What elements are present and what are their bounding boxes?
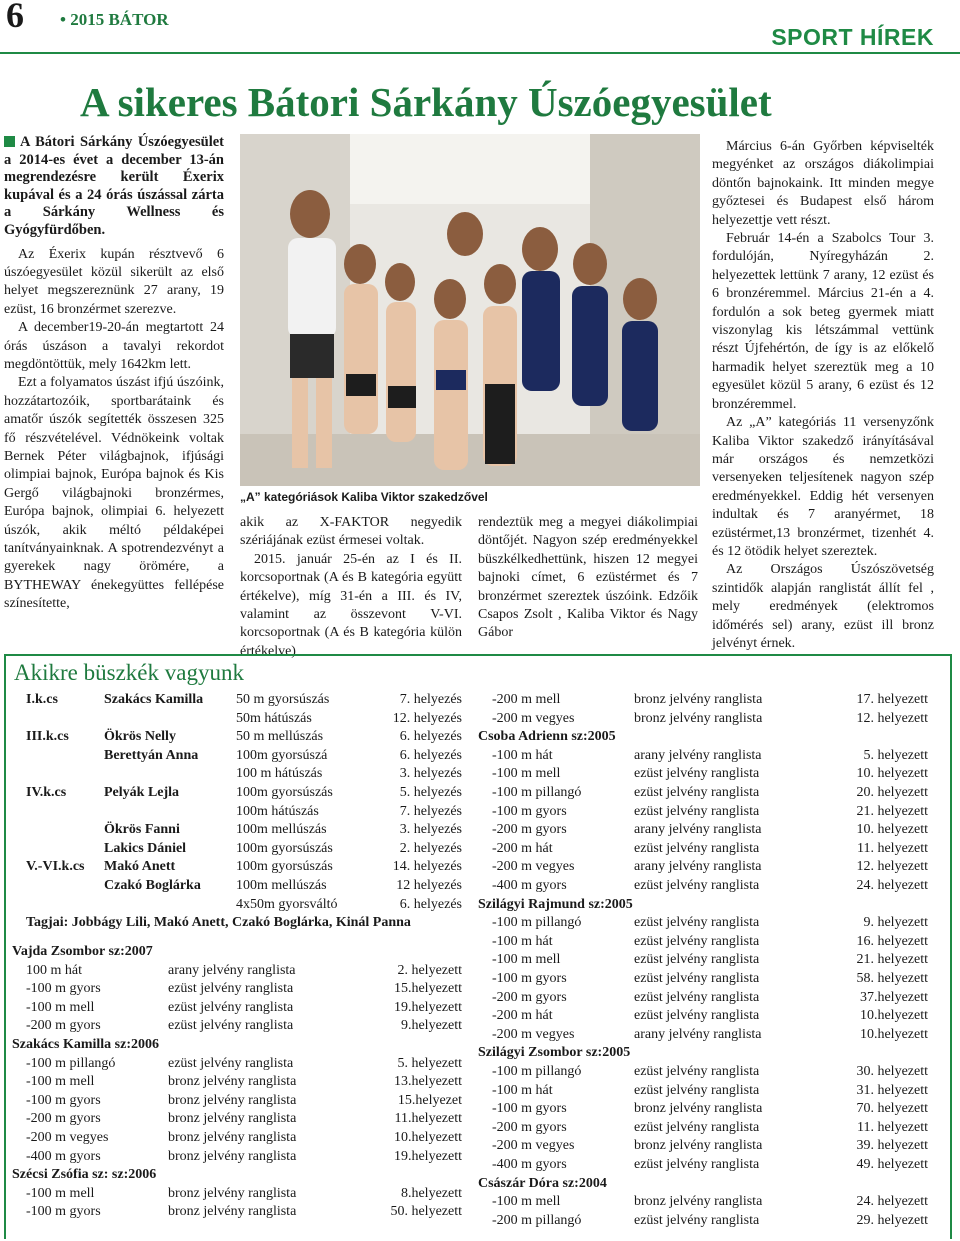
placement: 11.helyezett xyxy=(394,1111,462,1127)
placement: 15.helyezett xyxy=(393,981,462,997)
event: -400 m gyors xyxy=(26,1148,101,1164)
placement: 50. helyezett xyxy=(390,1204,462,1220)
placement: 49. helyezett xyxy=(856,1157,928,1172)
relay-team: Tagjai: Jobbágy Lili, Makó Anett, Czakó Boglárka, Kinál Panna xyxy=(26,915,411,931)
column-3 xyxy=(478,514,698,643)
placement: 10. helyezett xyxy=(856,822,928,838)
badge-ranking: ezüst jelvény ranglista xyxy=(634,971,760,986)
event: -100 m hát xyxy=(492,1082,553,1098)
swimmer-header: Szécsi Zsófia sz: sz:2006 xyxy=(12,1167,157,1183)
placement: 10.helyezett xyxy=(393,1130,462,1146)
badge-ranking: ezüst jelvény ranglista xyxy=(634,803,760,819)
swimmer-name: Lakics Dániel xyxy=(104,840,187,856)
badge-ranking: bronz jelvény ranglista xyxy=(168,1074,297,1090)
placement: 13.helyezett xyxy=(393,1074,462,1090)
paragraph: Az Országos Úszószövetség szintidők alapján ranglistát állít fel , mely eredmények (elektromos időmérés sel) arany, ezüst ill bronz jelvényt érnek. xyxy=(712,562,934,651)
event: -100 m gyors xyxy=(492,971,567,986)
event: -100 m pillangó xyxy=(492,915,582,931)
age-group: III.k.cs xyxy=(26,729,69,745)
team-photo xyxy=(240,134,700,486)
event: 100 m hát xyxy=(26,962,82,978)
placement: 2. helyezés xyxy=(399,840,462,856)
column-4 xyxy=(712,138,934,653)
swimmer-header: Szilágyi Rajmund sz:2005 xyxy=(478,896,633,912)
column-1 xyxy=(4,134,224,614)
event: -200 m vegyes xyxy=(492,1138,575,1154)
paragraph: Március 6-án Győrben képviselték megyénket az országos diákolimpiai döntőn bajnokaink. Itt minden megye győztesei és Budapest első három helyezettje vett részt. xyxy=(712,139,934,228)
badge-ranking: ezüst jelvény ranglista xyxy=(168,999,294,1015)
event: 4x50m gyorsváltó xyxy=(236,896,338,912)
badge-ranking: ezüst jelvény ranglista xyxy=(168,981,294,997)
age-group: IV.k.cs xyxy=(26,785,67,800)
badge-ranking: bronz jelvény ranglista xyxy=(634,1138,763,1154)
badge-ranking: arany jelvény ranglista xyxy=(634,747,762,763)
event: -100 m pillangó xyxy=(492,785,582,800)
swimmer-name: Szakács Kamilla xyxy=(104,692,204,707)
placement: 7. helyezés xyxy=(399,692,462,707)
badge-ranking: arany jelvény ranglista xyxy=(634,822,762,838)
badge-ranking: ezüst jelvény ranglista xyxy=(634,1064,760,1079)
placement: 10.helyezett xyxy=(859,1026,928,1042)
placement: 6. helyezés xyxy=(399,896,462,912)
paragraph: Ezt a folyamatos úszást ifjú úszóink, hozzátartozóik, sportbarátaink és amatőr úszók segítették összesen 325 fő részvételével. Védnökeink voltak Bernek Péter világbajnok, ifjúsági olimpiai bajnok, Európa bajnok és Kis Gergő világbajnoki bronzérmes, Európa bajnok, olimpiai 6. helyezett úszók, akik méltó példaképei tanítványainknak. A spotrendezvényt a gyerekek nagy örömére, a BYTHEWAY énekegyüttes fellépése színesítette, xyxy=(4,375,224,612)
swimmer-name: Czakó Boglárka xyxy=(104,878,201,893)
event: 50 m mellúszás xyxy=(236,729,324,745)
placement: 15.helyezet xyxy=(397,1092,462,1108)
badge-ranking: bronz jelvény ranglista xyxy=(634,692,763,707)
event: -100 m gyors xyxy=(26,1204,101,1220)
event: 100m hátúszás xyxy=(236,803,319,819)
event: -100 m mell xyxy=(26,999,95,1015)
age-group: V.-VI.k.cs xyxy=(26,859,85,875)
placement: 19.helyezett xyxy=(393,999,462,1015)
event: -200 m vegyes xyxy=(492,710,575,726)
badge-ranking: ezüst jelvény ranglista xyxy=(168,1055,294,1071)
paragraph: A december19-20-án megtartott 24 órás úszáson a tavalyi rekordot megdöntöttük, mely 1642km lett. xyxy=(4,320,224,372)
placement: 9.helyezett xyxy=(400,1018,462,1034)
placement: 24. helyezett xyxy=(856,1194,928,1210)
swimmer-header: Szilágyi Zsombor sz:2005 xyxy=(478,1045,631,1061)
event: -400 m gyors xyxy=(492,878,567,893)
placement: 21. helyezett xyxy=(856,803,928,819)
placement: 37.helyezett xyxy=(859,989,928,1005)
event: -400 m gyors xyxy=(492,1157,567,1172)
placement: 11. helyezett xyxy=(856,840,928,856)
event: 50 m gyorsúszás xyxy=(236,692,330,707)
placement: 9. helyezett xyxy=(863,915,928,931)
placement: 6. helyezés xyxy=(399,729,462,745)
event: -200 m gyors xyxy=(492,822,567,838)
badge-ranking: ezüst jelvény ranglista xyxy=(634,952,760,968)
badge-ranking: ezüst jelvény ranglista xyxy=(634,766,760,782)
placement: 12 helyezés xyxy=(396,878,462,893)
badge-ranking: arany jelvény ranglista xyxy=(168,962,296,978)
badge-ranking: ezüst jelvény ranglista xyxy=(168,1018,294,1034)
header-rule xyxy=(0,52,960,54)
badge-ranking: ezüst jelvény ranglista xyxy=(634,1008,760,1024)
placement: 21. helyezett xyxy=(856,952,928,968)
badge-ranking: bronz jelvény ranglista xyxy=(168,1204,297,1220)
results-box-title: Akikre büszkék vagyunk xyxy=(14,660,244,685)
event: 100m gyorsúszás xyxy=(236,785,333,800)
event: 100m gyorsúszá xyxy=(236,747,328,763)
lead-text: A Bátori Sárkány Úszóegyesület a 2014-es évet a december 13-án megrendezésre került Éxerix kupával és a 24 órás úszással zárta a Sárkány Wellness és Gyógyfürdőben. xyxy=(4,134,224,238)
swimmer-name: Ökrös Nelly xyxy=(104,729,176,745)
placement: 17. helyezett xyxy=(856,692,928,707)
event: -200 m gyors xyxy=(26,1018,101,1034)
badge-ranking: bronz jelvény ranglista xyxy=(634,1101,763,1117)
placement: 31. helyezett xyxy=(856,1082,928,1098)
event: -100 m hát xyxy=(492,747,553,763)
placement: 5. helyezés xyxy=(399,785,462,800)
placement: 24. helyezett xyxy=(856,878,928,893)
placement: 3. helyezés xyxy=(399,766,462,782)
event: -200 m gyors xyxy=(26,1111,101,1127)
event: 50m hátúszás xyxy=(236,710,312,726)
placement: 12. helyezés xyxy=(392,710,462,726)
swimmer-name: Pelyák Lejla xyxy=(104,785,180,800)
badge-ranking: ezüst jelvény ranglista xyxy=(634,878,760,893)
badge-ranking: bronz jelvény ranglista xyxy=(168,1111,297,1127)
event: 100m gyorsúszás xyxy=(236,840,333,856)
event: -200 m mell xyxy=(492,692,561,707)
event: -100 m gyors xyxy=(26,1092,101,1108)
event: 100m gyorsúszás xyxy=(236,859,333,875)
age-group: I.k.cs xyxy=(26,692,58,707)
placement: 6. helyezés xyxy=(399,747,462,763)
badge-ranking: bronz jelvény ranglista xyxy=(168,1130,297,1146)
event: -200 m gyors xyxy=(492,989,567,1005)
bullet-square-icon xyxy=(4,136,15,147)
placement: 10.helyezett xyxy=(859,1008,928,1024)
placement: 3. helyezés xyxy=(399,822,462,838)
badge-ranking: arany jelvény ranglista xyxy=(634,859,762,875)
placement: 5. helyezett xyxy=(863,747,928,763)
swimmer-header: Csoba Adrienn sz:2005 xyxy=(478,729,616,745)
badge-ranking: ezüst jelvény ranglista xyxy=(634,840,760,856)
badge-ranking: ezüst jelvény ranglista xyxy=(634,1082,760,1098)
event: 100m mellúszás xyxy=(236,822,327,838)
event: -200 m vegyes xyxy=(492,859,575,875)
event: -100 m mell xyxy=(492,766,561,782)
placement: 29. helyezett xyxy=(856,1212,928,1228)
event: -100 m hát xyxy=(492,933,553,949)
badge-ranking: bronz jelvény ranglista xyxy=(168,1092,297,1108)
placement: 7. helyezés xyxy=(399,803,462,819)
event: -200 m gyors xyxy=(492,1119,567,1135)
placement: 20. helyezett xyxy=(856,785,928,800)
paragraph: Az Éxerix kupán résztvevő 6 úszóegyesület közül sikerült az első helyet megszereznünk 27 arany, 19 ezüst, 16 bronzérmet szerezve. xyxy=(4,246,224,317)
page-number: 6 xyxy=(6,0,24,35)
swimmer-name: Berettyán Anna xyxy=(104,747,199,763)
event: -200 m hát xyxy=(492,840,553,856)
event: 100m mellúszás xyxy=(236,878,327,893)
badge-ranking: ezüst jelvény ranglista xyxy=(634,933,760,949)
event: -100 m mell xyxy=(492,952,561,968)
section-title: SPORT HÍREK xyxy=(771,24,934,50)
placement: 8.helyezett xyxy=(400,1185,462,1201)
badge-ranking: ezüst jelvény ranglista xyxy=(634,785,760,800)
badge-ranking: bronz jelvény ranglista xyxy=(168,1148,297,1164)
badge-ranking: bronz jelvény ranglista xyxy=(634,1194,763,1210)
article-headline: A sikeres Bátori Sárkány Úszóegyesület xyxy=(80,79,772,125)
event: -100 m gyors xyxy=(492,803,567,819)
paragraph: Az „A” kategóriás 11 versenyzőnk Kaliba Viktor szakedző irányításával már országos és nemzetközi versenyeken teljesítenek nagyon szép eredményekkel. Eddig hét versenyen indultak és 7 aranyérmet, 18 ezüstérmet,13 bronzérmet, tizenhét 4. és 12 ötödik helyet szereztek. xyxy=(712,415,934,559)
event: -100 m mell xyxy=(492,1194,561,1210)
placement: 5. helyezett xyxy=(397,1055,462,1071)
placement: 14. helyezés xyxy=(392,859,462,875)
event: -100 m gyors xyxy=(492,1101,567,1117)
placement: 70. helyezett xyxy=(856,1101,928,1117)
placement: 12. helyezett xyxy=(856,710,928,726)
badge-ranking: ezüst jelvény ranglista xyxy=(634,915,760,931)
placement: 30. helyezett xyxy=(856,1064,928,1079)
issue-label: • 2015 BÁTOR xyxy=(60,10,169,29)
badge-ranking: arany jelvény ranglista xyxy=(634,1026,762,1042)
event: -100 m mell xyxy=(26,1185,95,1201)
badge-ranking: bronz jelvény ranglista xyxy=(168,1185,297,1201)
swimmer-header: Vajda Zsombor sz:2007 xyxy=(12,944,153,960)
placement: 2. helyezett xyxy=(397,962,462,978)
lead-paragraph xyxy=(4,134,224,240)
paragraph: Február 14-én a Szabolcs Tour 3. fordulóján, Nyíregyházán 2. helyezettek lettünk 7 arany, 12 ezüst és 6 bronzéremmel. Március 21-én a 4. fordulón a sok beteg gyermek miatt viszonylag kis létszámmal vettünk részt Újfehértón, de így is az előkelő harmadik helyet szereztük meg a 10 egyesület közül 5 arany, 6 ezüst és 12 bronzéremmel. xyxy=(712,231,934,412)
event: -100 m pillangó xyxy=(26,1055,116,1071)
placement: 19.helyezett xyxy=(393,1148,462,1164)
swimmer-header: Szakács Kamilla sz:2006 xyxy=(12,1037,159,1053)
column-2 xyxy=(240,514,462,661)
event: -200 m hát xyxy=(492,1008,553,1024)
event: 100 m hátúszás xyxy=(236,766,323,782)
event: -100 m pillangó xyxy=(492,1064,582,1079)
paragraph: 2015. január 25-én az I és II. korcsoportnak (A és B kategória együtt értékelve), míg 31-én a III. és IV, valamint az összevont V-VI. korcsoportnak (A és B kategória külön értékelve) xyxy=(240,551,462,659)
paragraph: rendeztük meg a megyei diákolimpiai döntőjét. Nagyon szép eredményekkel büszkélkedhettünk, hiszen 12 megyei bajnoki címet, 6 ezüstérmet és 7 bronzérmet szereztek úszóink. Edzőik Csapos Zsolt , Kaliba Viktor és Nagy Gábor xyxy=(478,515,698,641)
badge-ranking: ezüst jelvény ranglista xyxy=(634,1212,760,1228)
placement: 58. helyezett xyxy=(856,971,928,986)
placement: 16. helyezett xyxy=(856,933,928,949)
event: -200 m pillangó xyxy=(492,1212,582,1228)
swimmer-name: Ökrös Fanni xyxy=(104,822,180,838)
badge-ranking: bronz jelvény ranglista xyxy=(634,710,763,726)
placement: 39. helyezett xyxy=(856,1138,928,1154)
swimmer-name: Makó Anett xyxy=(104,859,176,875)
paragraph: akik az X-FAKTOR negyedik szériájának ezüst érmesei voltak. xyxy=(240,515,462,549)
event: -100 m mell xyxy=(26,1074,95,1090)
photo-caption: „A” kategóriások Kaliba Viktor szakedzővel xyxy=(240,490,488,504)
event: -200 m vegyes xyxy=(26,1130,109,1146)
event: -200 m vegyes xyxy=(492,1026,575,1042)
placement: 10. helyezett xyxy=(856,766,928,782)
badge-ranking: ezüst jelvény ranglista xyxy=(634,1119,760,1135)
badge-ranking: ezüst jelvény ranglista xyxy=(634,1157,760,1172)
placement: 12. helyezett xyxy=(856,859,928,875)
swimmer-header: Császár Dóra sz:2004 xyxy=(478,1175,607,1191)
event: -100 m gyors xyxy=(26,981,101,997)
badge-ranking: ezüst jelvény ranglista xyxy=(634,989,760,1005)
placement: 11. helyezett xyxy=(856,1119,928,1135)
